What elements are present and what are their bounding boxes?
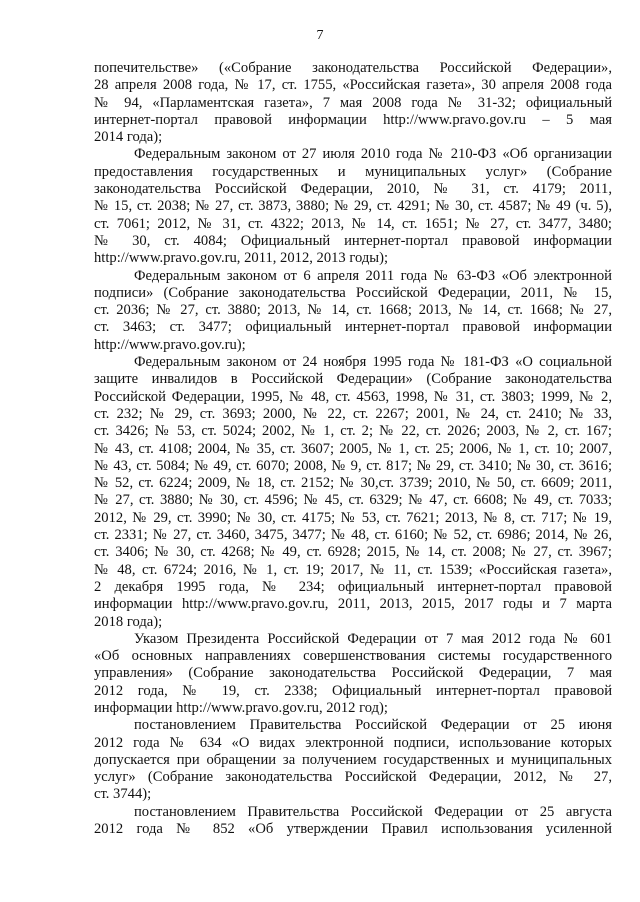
text-line-last: информации http://www.pravo.gov.ru, 2012 год); bbox=[94, 699, 388, 716]
text-line: 2 декабря 1995 года, № 234; официальный интернет-портал правовой bbox=[94, 578, 612, 595]
text-line: Федеральным законом от 24 ноября 1995 года № 181-ФЗ «О социальной bbox=[134, 354, 612, 371]
paragraph-3 bbox=[94, 268, 612, 354]
text-line: постановлением Правительства Российской Федерации от 25 августа bbox=[134, 803, 612, 820]
text-line-last: ст. 3744); bbox=[94, 786, 152, 803]
text-line: 2012 года № 634 «О видах электронной подписи, использование которых bbox=[94, 734, 612, 751]
text-line: № 15, ст. 2038; № 27, ст. 3873, 3880; № 29, ст. 4291; № 30, ст. 4587; № 49 (ч. 5), bbox=[94, 198, 612, 215]
text-line: информации http://www.pravo.gov.ru, 2011, 2013, 2015, 2017 годы и 7 марта bbox=[94, 596, 612, 613]
text-line: подписи» (Собрание законодательства Российской Федерации, 2011, № 15, bbox=[94, 284, 612, 301]
text-line: предоставления государственных и муниципальных услуг» (Собрание bbox=[94, 163, 612, 180]
text-line: ст. 3406; № 30, ст. 4268; № 49, ст. 6928; 2015, № 14, ст. 2008; № 27, ст. 3967; bbox=[94, 544, 612, 561]
paragraph-2 bbox=[94, 146, 612, 267]
paragraph-7 bbox=[94, 804, 612, 839]
text-line: ст. 7061; 2012, № 31, ст. 4322; 2013, № 14, ст. 1651; № 27, ст. 3477, 3480; bbox=[94, 215, 612, 232]
text-line: № 48, ст. 6724; 2016, № 1, ст. 19; 2017, № 11, ст. 1539; «Российская газета», bbox=[94, 561, 612, 578]
text-line: 2012 года № 852 «Об утверждении Правил использования усиленной bbox=[94, 821, 612, 838]
paragraph-6 bbox=[94, 717, 612, 803]
text-line: постановлением Правительства Российской Федерации от 25 июня bbox=[134, 717, 612, 734]
text-line: № 30, ст. 4084; Официальный интернет-портал правовой информации bbox=[94, 232, 612, 249]
text-line: ст. 3426; № 53, ст. 5024; 2002, № 1, ст. 2; № 22, ст. 2026; 2003, № 2, ст. 167; bbox=[94, 423, 612, 440]
text-line: 28 апреля 2008 года, № 17, ст. 1755, «Российская газета», 30 апреля 2008 года bbox=[94, 77, 612, 94]
text-line: ст. 3463; ст. 3477; официальный интернет-портал правовой информации bbox=[94, 319, 612, 336]
text-line: допускается при обращении за получением государственных и муниципальных bbox=[94, 751, 612, 768]
text-line: Указом Президента Российской Федерации от 7 мая 2012 года № 601 bbox=[134, 630, 612, 647]
text-line: ст. 2331; № 27, ст. 3460, 3475, 3477; № 48, ст. 6160; № 52, ст. 6986; 2014, № 26, bbox=[94, 527, 612, 544]
text-line: № 27, ст. 3880; № 30, ст. 4596; № 45, ст. 6329; № 47, ст. 6608; № 49, ст. 7033; bbox=[94, 492, 612, 509]
text-line-last: http://www.pravo.gov.ru, 2011, 2012, 2013 годы); bbox=[94, 250, 389, 267]
text-line: Федеральным законом от 6 апреля 2011 года № 63-ФЗ «Об электронной bbox=[134, 267, 612, 284]
text-line-last: 2014 года); bbox=[94, 129, 163, 146]
text-line: № 43, ст. 4108; 2004, № 35, ст. 3607; 2005, № 1, ст. 25; 2006, № 1, ст. 10; 2007, bbox=[94, 440, 612, 457]
paragraph-5 bbox=[94, 631, 612, 717]
text-line: № 94, «Парламентская газета», 7 мая 2008 года № 31-32; официальный bbox=[94, 94, 612, 111]
text-line: Федеральным законом от 27 июля 2010 года № 210-ФЗ «Об организации bbox=[134, 146, 612, 163]
text-line: услуг» (Собрание законодательства Российской Федерации, 2012, № 27, bbox=[94, 769, 612, 786]
text-line: «Об основных направлениях совершенствования системы государственного bbox=[94, 648, 612, 665]
text-line: 2012 года, № 19, ст. 2338; Официальный интернет-портал правовой bbox=[94, 682, 612, 699]
paragraph-4 bbox=[94, 354, 612, 631]
text-line: законодательства Российской Федерации, 2010, № 31, ст. 4179; 2011, bbox=[94, 181, 612, 198]
text-line: интернет-портал правовой информации http://www.pravo.gov.ru – 5 мая bbox=[94, 111, 612, 128]
text-line: управления» (Собрание законодательства Российской Федерации, 7 мая bbox=[94, 665, 612, 682]
text-line: попечительстве» («Собрание законодательства Российской Федерации», bbox=[94, 60, 612, 76]
document-body bbox=[94, 60, 612, 838]
text-line-last: http://www.pravo.gov.ru); bbox=[94, 336, 246, 353]
text-line: защите инвалидов в Российской Федерации» (Собрание законодательства bbox=[94, 371, 612, 388]
paragraph-1 bbox=[94, 60, 612, 146]
text-line: ст. 2036; № 27, ст. 3880; 2013, № 14, ст. 1668; 2013, № 14, ст. 1668; № 27, bbox=[94, 302, 612, 319]
text-line: 2012, № 29, ст. 3990; № 30, ст. 4175; № 53, ст. 7621; 2013, № 8, ст. 717; № 19, bbox=[94, 509, 612, 526]
text-line: № 52, ст. 6224; 2009, № 18, ст. 2152; № 30,ст. 3739; 2010, № 50, ст. 6609; 2011, bbox=[94, 475, 612, 492]
page-number: 7 bbox=[316, 28, 324, 43]
text-line: № 43, ст. 5084; № 49, ст. 6070; 2008, № 9, ст. 817; № 29, ст. 3410; № 30, ст. 3616; bbox=[94, 457, 612, 474]
text-line-last: 2018 года); bbox=[94, 613, 163, 630]
text-line: Российской Федерации, 1995, № 48, ст. 4563, 1998, № 31, ст. 3803; 1999, № 2, bbox=[94, 388, 612, 405]
text-line: ст. 232; № 29, ст. 3693; 2000, № 22, ст. 2267; 2001, № 24, ст. 2410; № 33, bbox=[94, 405, 612, 422]
